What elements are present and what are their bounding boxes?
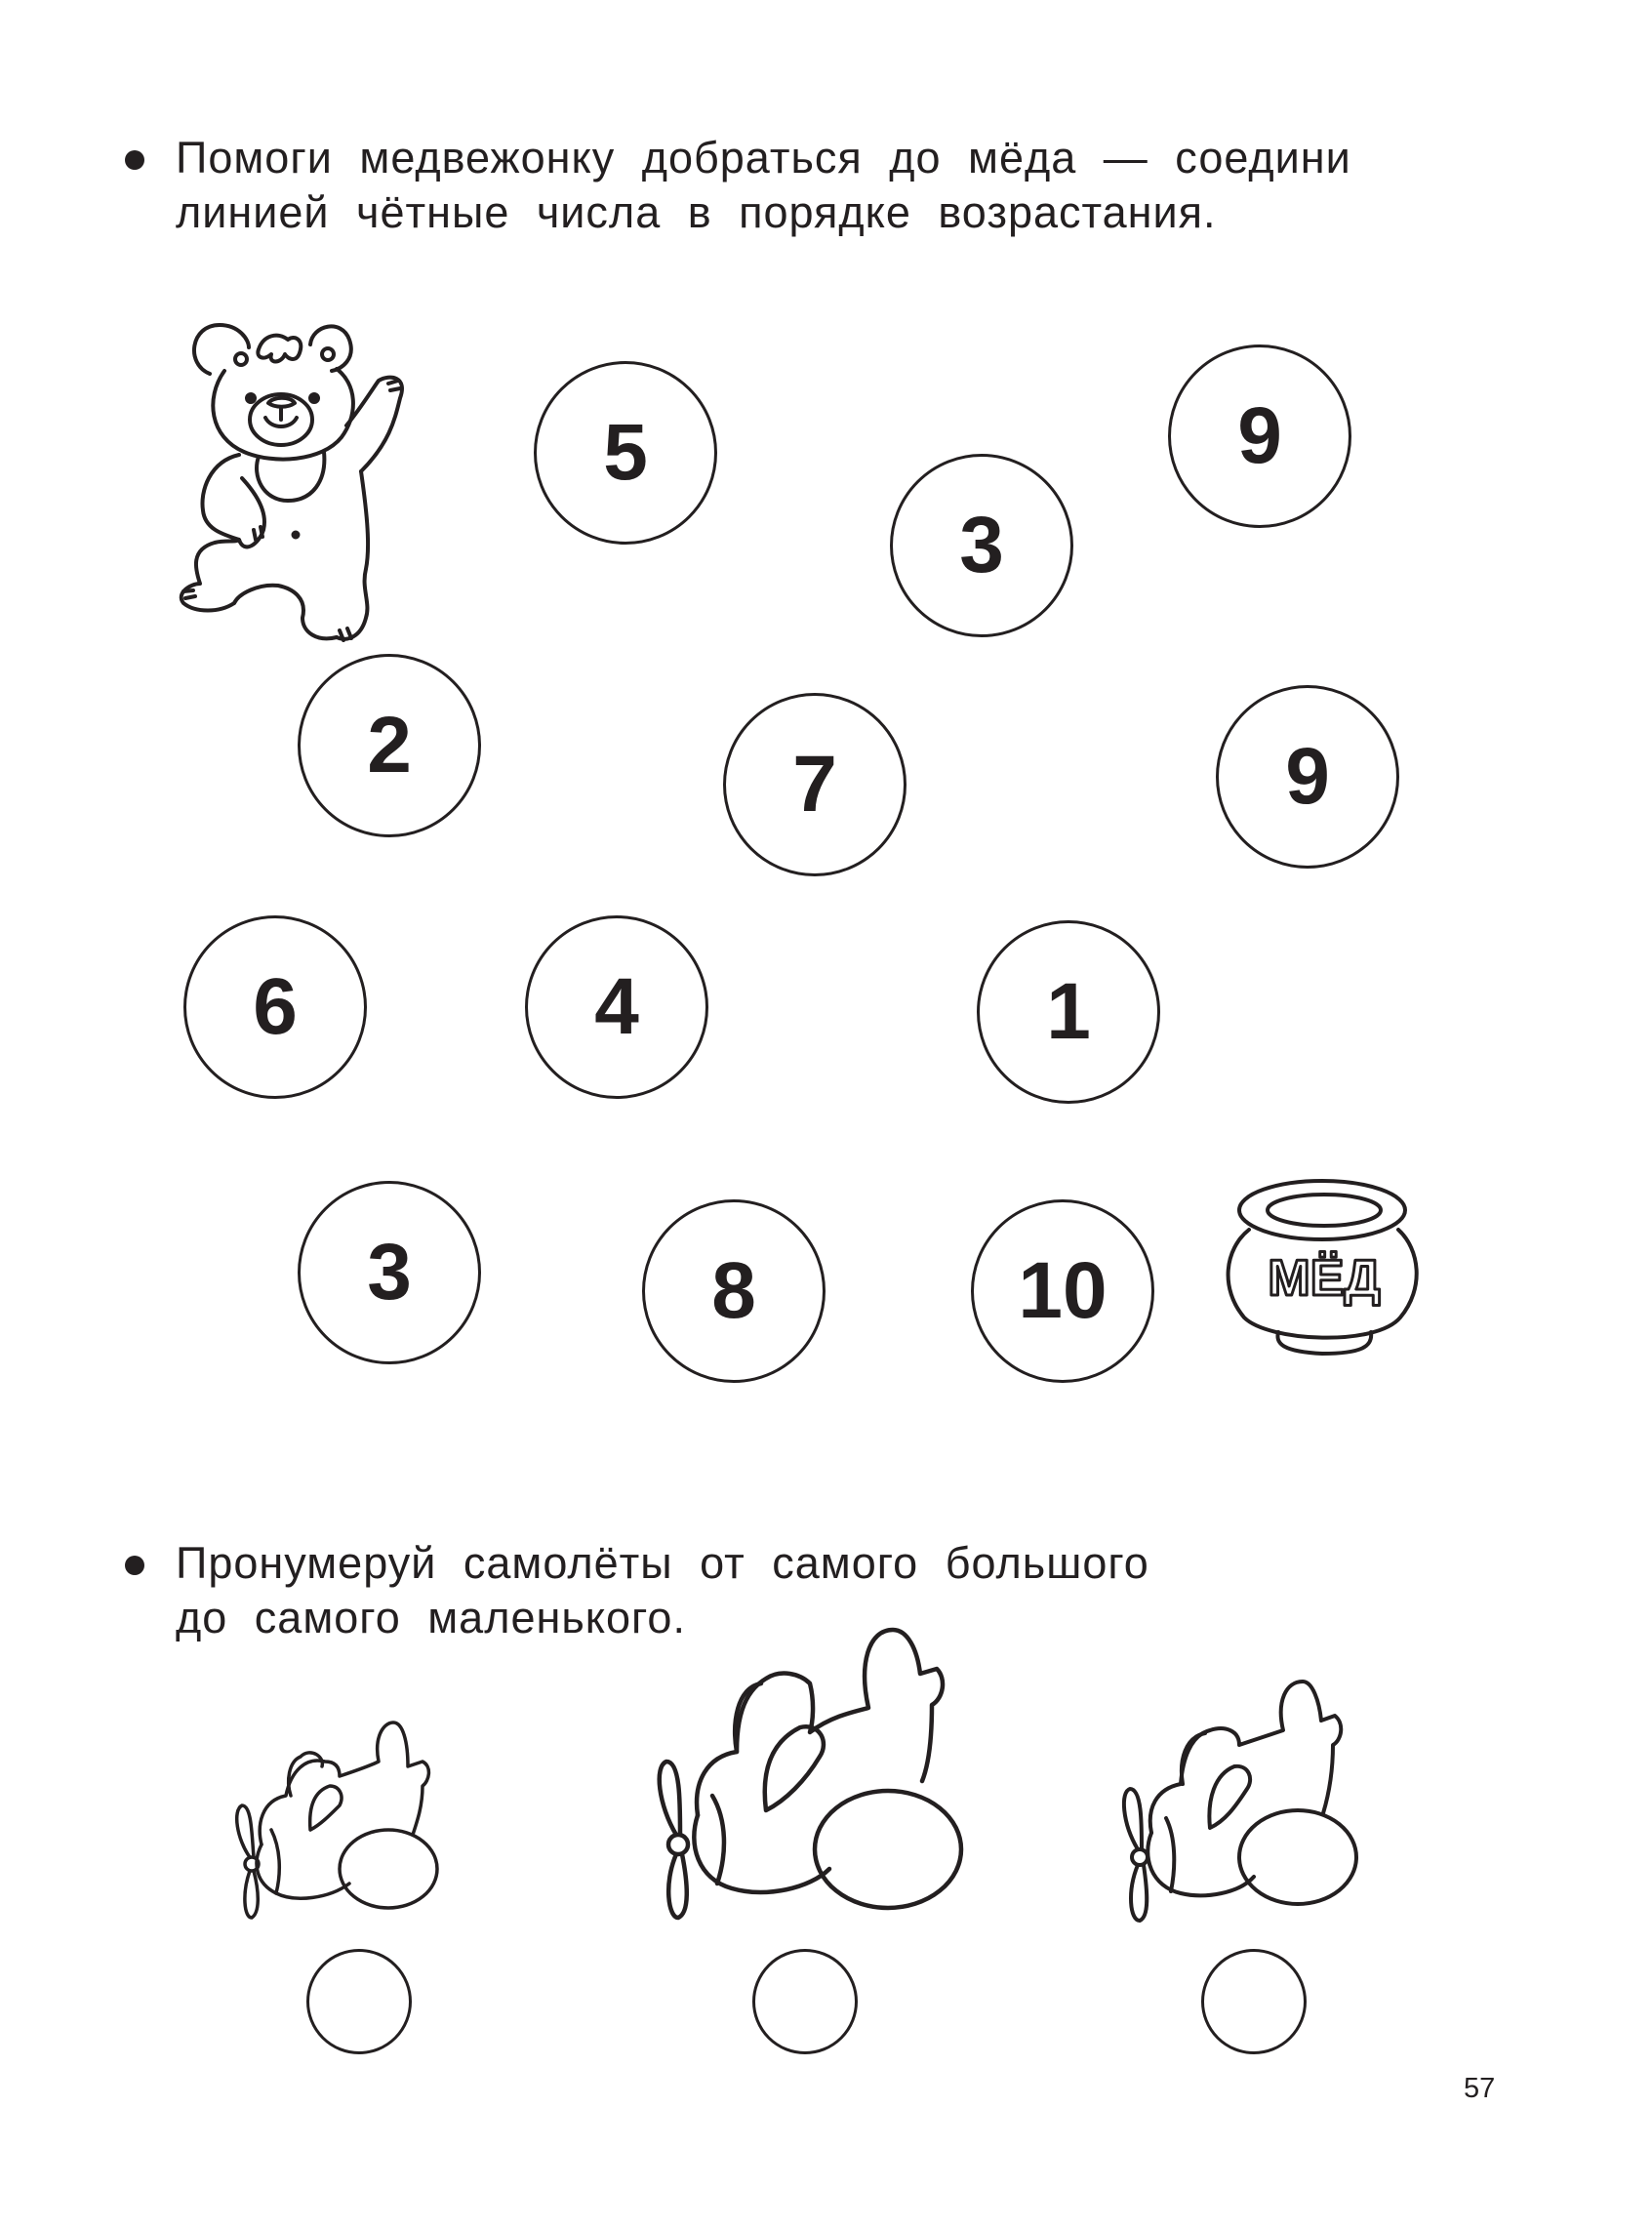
task-2-instruction xyxy=(125,1536,1149,1645)
honey-pot-label: МЁД xyxy=(1268,1250,1381,1307)
airplane-icon xyxy=(232,1713,471,1923)
number-circle[interactable]: 2 xyxy=(298,654,481,837)
instruction-line: Помоги медвежонку добраться до мёда — соедини xyxy=(176,133,1351,182)
answer-circle-plane-1[interactable] xyxy=(306,1949,412,2054)
number-circle[interactable]: 10 xyxy=(971,1199,1154,1383)
number-circle[interactable]: 3 xyxy=(298,1181,481,1364)
number-circle[interactable]: 3 xyxy=(890,454,1073,637)
page-number: 57 xyxy=(1464,2073,1496,2104)
number-circle[interactable]: 9 xyxy=(1168,344,1351,528)
number-circle[interactable]: 8 xyxy=(642,1199,826,1383)
airplane-icon xyxy=(1112,1677,1395,1925)
answer-circle-plane-2[interactable] xyxy=(752,1949,858,2054)
bear-icon xyxy=(166,310,410,642)
instruction-line: линией чётные числа в порядке возрастания. xyxy=(176,187,1217,237)
number-circle[interactable]: 5 xyxy=(534,361,717,545)
task-1-instruction xyxy=(125,131,1351,240)
number-circle[interactable]: 7 xyxy=(723,693,907,876)
honey-pot-icon[interactable] xyxy=(1215,1176,1434,1361)
number-circle[interactable]: 4 xyxy=(525,915,708,1099)
number-circle[interactable]: 1 xyxy=(977,920,1160,1104)
number-circle[interactable]: 6 xyxy=(183,915,367,1099)
bullet-icon xyxy=(125,1556,144,1575)
airplane-icon xyxy=(639,1625,981,1923)
number-circle[interactable]: 9 xyxy=(1216,685,1399,869)
instruction-line: Пронумеруй самолёты от самого большого xyxy=(176,1538,1149,1588)
bullet-icon xyxy=(125,150,144,170)
instruction-line: до самого маленького. xyxy=(176,1593,686,1642)
answer-circle-plane-3[interactable] xyxy=(1201,1949,1307,2054)
